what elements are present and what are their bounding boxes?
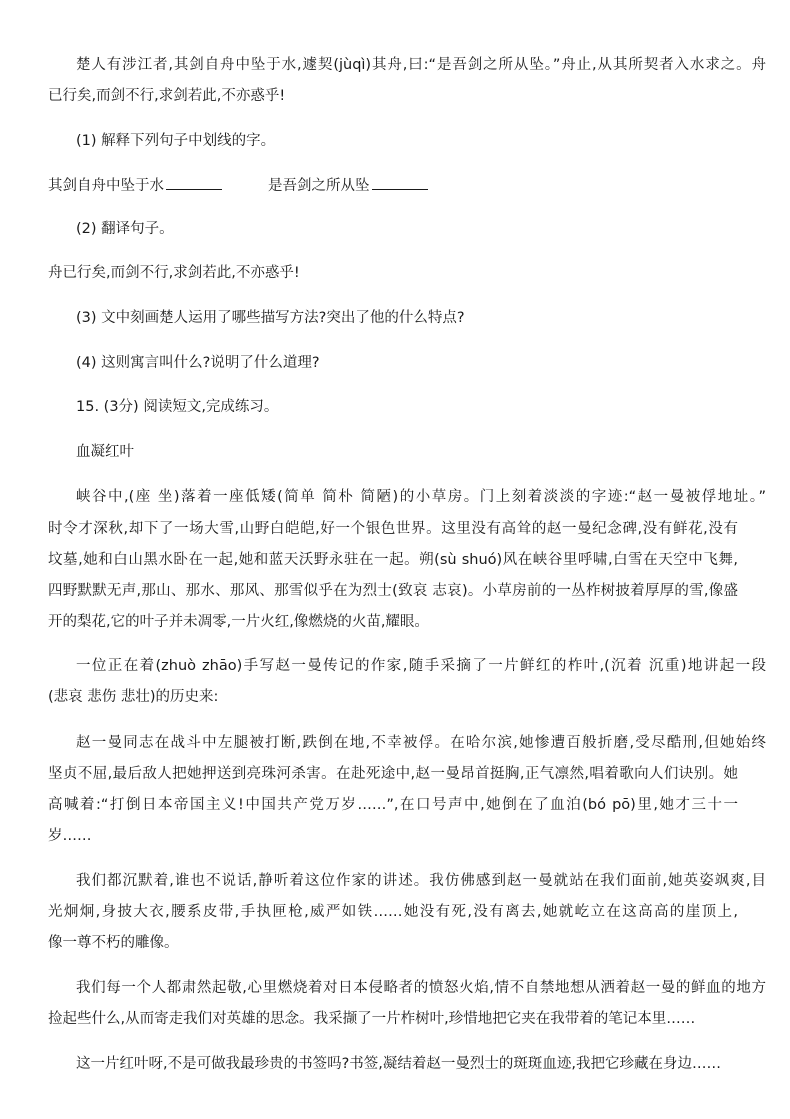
fill-in-b-text: 是吾剑之所从坠 [268,178,370,194]
para6-line1: 这一片红叶呀,不是可做我最珍贵的书签吗?书签,凝结着赵一曼烈士的斑斑血迹,我把它珍藏在身边…… [76,1056,722,1072]
para2-line2: (悲哀 悲伤 悲壮)的历史来: [48,689,219,705]
article-title: 血凝红叶 [76,444,134,460]
passage1-line1: 楚人有涉江者,其剑自舟中坠于水,遽契(jùqì)其舟,曰:“是吾剑之所从坠。”舟止,从其所契者入水求之。舟 [76,57,766,73]
para4-line2: 光炯炯,身披大衣,腰系皮带,手执匣枪,威严如铁……她没有死,没有离去,她就屹立在这高高的崖顶上, [48,904,738,920]
para1-line5: 开的梨花,它的叶子并未凋零,一片火红,像燃烧的火苗,耀眼。 [48,614,429,630]
question-15-header: 15. (3分) 阅读短文,完成练习。 [76,399,279,415]
para5-line1: 我们每一个人都肃然起敬,心里燃烧着对日本侵略者的愤怒火焰,情不自禁地想从洒着赵一曼的鲜血的地方 [76,980,766,996]
question-14-2: (2) 翻译句子。 [76,221,174,237]
para4-line3: 像一尊不朽的雕像。 [48,935,179,951]
para3-line2: 坚贞不屈,最后敌人把她押送到亮珠河杀害。在赴死途中,赵一曼昂首挺胸,正气凛然,唱着歌向人们诀别。她 [48,766,738,782]
question-14-3: (3) 文中刻画楚人运用了哪些描写方法?突出了他的什么特点? [76,310,465,326]
para3-line4: 岁…… [48,828,92,844]
para4-line1: 我们都沉默着,谁也不说话,静听着这位作家的讲述。我仿佛感到赵一曼就站在我们面前,她英姿飒爽,目 [76,873,766,889]
para3-line3: 高喊着:“打倒日本帝国主义!中国共产党万岁……”,在口号声中,她倒在了血泊(bó pō)里,她才三十一 [48,797,738,813]
answer-blank-b[interactable] [372,175,428,190]
para1-line4: 四野默默无声,那山、那水、那风、那雪似乎在为烈士(致哀 志哀)。小草房前的一丛柞树披着厚厚的雪,像盛 [48,583,738,599]
para1-line2: 时令才深秋,却下了一场大雪,山野白皑皑,好一个银色世界。这里没有高耸的赵一曼纪念碑,没有鲜花,没有 [48,521,738,537]
passage1-line2: 已行矣,而剑不行,求剑若此,不亦惑乎! [48,88,286,104]
para1-line3: 坟墓,她和白山黑水卧在一起,她和蓝天沃野永驻在一起。朔(sù shuó)风在峡谷里呼啸,白雪在天空中飞舞, [48,552,738,568]
para2-line1: 一位正在着(zhuò zhāo)手写赵一曼传记的作家,随手采摘了一片鲜红的柞叶,(沉着 沉重)地讲起一段 [76,658,766,674]
translate-sentence: 舟已行矣,而剑不行,求剑若此,不亦惑乎! [48,265,300,281]
answer-blank-a[interactable] [166,175,222,190]
para5-line2: 捡起些什么,从而寄走我们对英雄的思念。我采撷了一片柞树叶,珍惜地把它夹在我带着的笔记本里…… [48,1011,696,1027]
fill-in-line [48,175,428,196]
question-14-1: (1) 解释下列句子中划线的字。 [76,133,276,149]
fill-in-a-text: 其剑自舟中坠于水 [48,178,164,194]
para3-line1: 赵一曼同志在战斗中左腿被打断,跌倒在地,不幸被俘。在哈尔滨,她惨遭百般折磨,受尽酷刑,但她始终 [76,735,766,751]
para1-line1: 峡谷中,(座 坐)落着一座低矮(简单 简朴 简陋)的小草房。门上刻着淡淡的字迹:“赵一曼被俘地址。” [76,489,766,505]
question-14-4: (4) 这则寓言叫什么?说明了什么道理? [76,355,320,371]
